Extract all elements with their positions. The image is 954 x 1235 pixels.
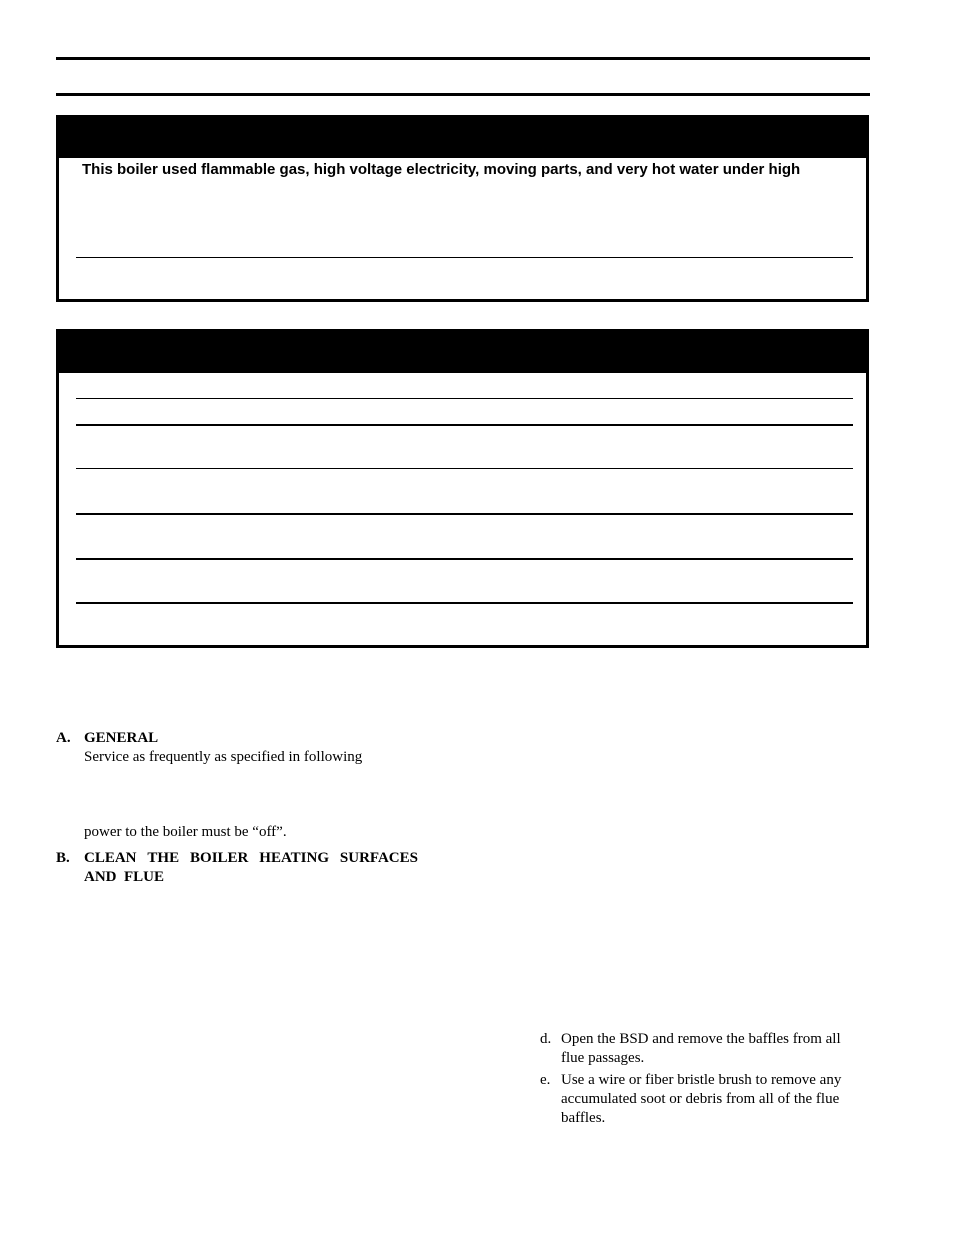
service-table-header bbox=[59, 332, 866, 373]
section-b-title-word: SURFACES bbox=[339, 850, 418, 866]
warning-text: This boiler used flammable gas, high voltage electricity, moving parts, and very hot water under high bbox=[82, 161, 801, 178]
table-row-line bbox=[76, 513, 853, 515]
top-rule-1 bbox=[56, 57, 870, 60]
section-b-title-line-1 bbox=[84, 849, 418, 868]
table-row-line bbox=[76, 468, 853, 469]
step-e-line-2: accumulated soot or debris from all of the flue bbox=[561, 1091, 840, 1107]
section-a-line-1: Service as frequently as specified in following bbox=[84, 749, 363, 765]
table-row-line bbox=[76, 398, 853, 399]
section-b-title-word: HEATING bbox=[259, 850, 330, 866]
table-row-line bbox=[76, 602, 853, 604]
warning-box bbox=[56, 115, 869, 302]
warning-box-divider bbox=[76, 257, 853, 258]
table-row-line bbox=[76, 424, 853, 426]
table-row-line bbox=[76, 558, 853, 560]
step-d-line-2: flue passages. bbox=[561, 1050, 645, 1066]
section-b-title-word: BOILER bbox=[190, 850, 249, 866]
section-b-letter: B. bbox=[56, 850, 70, 866]
section-a-letter: A. bbox=[56, 730, 71, 746]
step-e-letter: e. bbox=[540, 1072, 551, 1088]
warning-box-header bbox=[59, 118, 866, 158]
top-rule-2 bbox=[56, 93, 870, 96]
step-d-letter: d. bbox=[540, 1031, 552, 1047]
section-b-title-word: CLEAN bbox=[84, 850, 137, 866]
service-table-box bbox=[56, 329, 869, 648]
section-a-title: GENERAL bbox=[84, 730, 159, 746]
section-a-line-2: power to the boiler must be “off”. bbox=[84, 824, 287, 840]
section-b-title-line-2: AND FLUE bbox=[84, 869, 165, 885]
step-e-line-1: Use a wire or fiber bristle brush to remove any bbox=[561, 1072, 842, 1088]
step-d-line-1: Open the BSD and remove the baffles from all bbox=[561, 1031, 841, 1047]
section-b-title-word: THE bbox=[147, 850, 180, 866]
step-e-line-3: baffles. bbox=[561, 1110, 606, 1126]
